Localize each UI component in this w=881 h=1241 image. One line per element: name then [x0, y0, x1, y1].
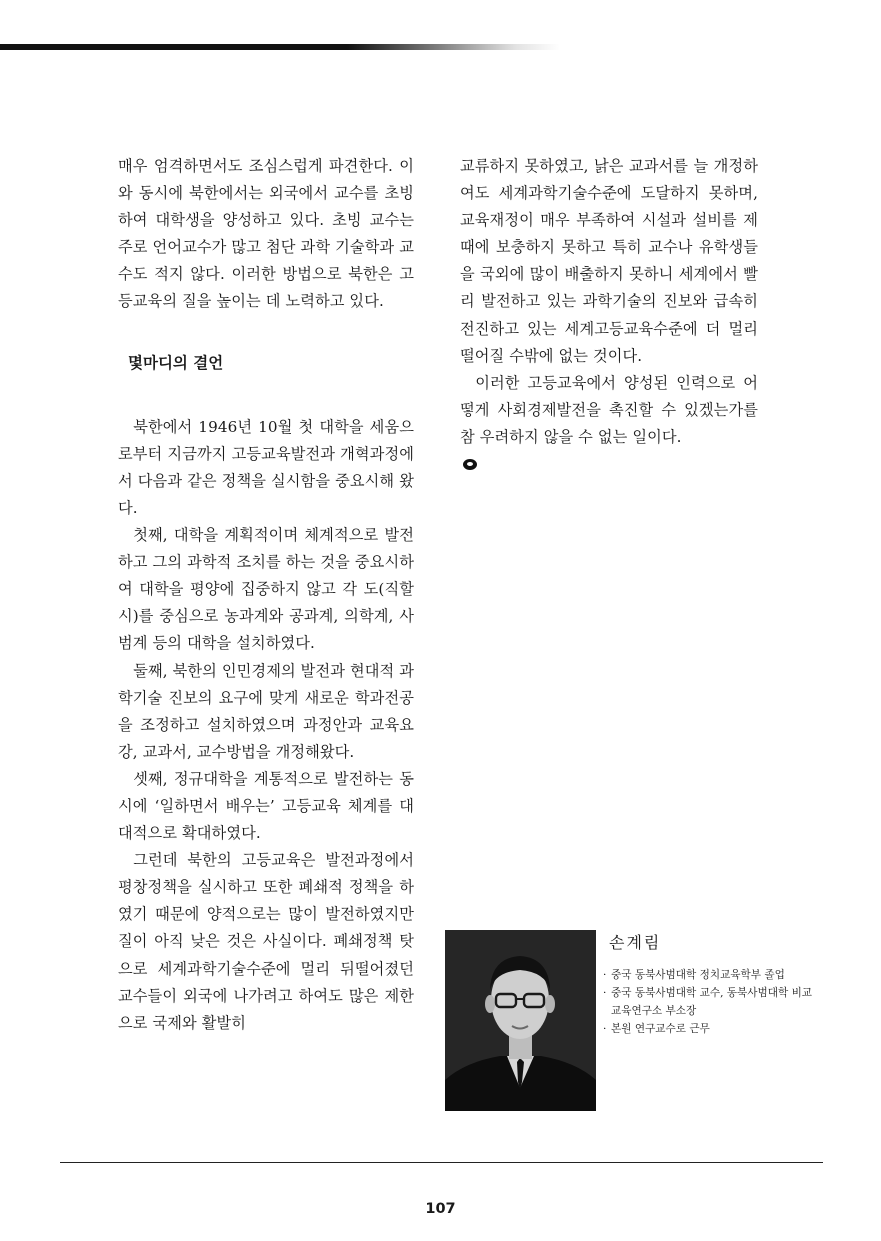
- article-paragraph: 둘째, 북한의 인민경제의 발전과 현대적 과학기술 진보의 요구에 맞게 새로운 학과전공을 조정하고 설치하였으며 과정안과 교육요강, 교과서, 교수방법을 개정해왔다.: [118, 661, 414, 761]
- author-bio-list: [603, 966, 813, 1038]
- author-portrait-icon: [445, 930, 596, 1111]
- article-paragraph: 이러한 고등교육에서 양성된 인력으로 어떻게 사회경제발전을 촉진할 수 있겠는가를 참 우려하지 않을 수 없는 일이다.: [460, 373, 758, 446]
- article-paragraph: 첫째, 대학을 계획적이며 체계적으로 발전하고 그의 과학적 조치를 하는 것을 중요시하여 대학을 평양에 집중하지 않고 각 도(직할시)를 중심으로 농과계와 공과계, 의학계, 사범계 등의 대학을 설치하였다.: [118, 526, 414, 653]
- author-photo: [445, 930, 596, 1111]
- bio-item: · 중국 동북사범대학 교수, 동북사범대학 비교교육연구소 부소장: [603, 984, 813, 1020]
- article-column-left: [118, 153, 414, 1037]
- bio-item: · 본원 연구교수로 근무: [603, 1020, 813, 1038]
- article-paragraph: 북한에서 1946년 10월 첫 대학을 세움으로부터 지금까지 고등교육발전과 개혁과정에서 다음과 같은 정책을 실시함을 중요시해 왔다.: [118, 417, 414, 517]
- author-name: 손계림: [609, 933, 662, 952]
- section-heading: 몇마디의 결언: [128, 353, 224, 372]
- article-paragraph: 그런데 북한의 고등교육은 발전과정에서 평창정책을 실시하고 또한 폐쇄적 정책을 하였기 때문에 양적으로는 많이 발전하였지만 질이 아직 낮은 것은 사실이다. 폐쇄정책 탓으로 세계과학기술수준에 멀리 뒤떨어졌던 교수들이 외국에 나가려고 하여도 많은 제한으로 국제와 활발히: [118, 851, 414, 1032]
- bio-item: · 중국 동북사범대학 정치교육학부 졸업: [603, 966, 813, 984]
- article-paragraph: 매우 엄격하면서도 조심스럽게 파견한다. 이와 동시에 북한에서는 외국에서 교수를 초빙하여 대학생을 양성하고 있다. 초빙 교수는 주로 언어교수가 많고 첨단 과학 기술학과 교수도 적지 않다. 이러한 방법으로 북한은 고등교육의 질을 높이는 데 노력하고 있다.: [118, 157, 414, 311]
- article-paragraph: 셋째, 정규대학을 계통적으로 발전하는 동시에 ‘일하면서 배우는’ 고등교육 체계를 대대적으로 확대하였다.: [118, 769, 414, 843]
- end-of-article-icon: [463, 459, 477, 470]
- header-rule: [0, 44, 560, 50]
- article-column-right: [460, 153, 758, 470]
- page-number: 107: [425, 1201, 456, 1217]
- author-bio: [603, 930, 813, 1038]
- footer-rule: [60, 1162, 823, 1163]
- article-paragraph: 교류하지 못하였고, 낡은 교과서를 늘 개정하여도 세계과학기술수준에 도달하지 못하며, 교육재정이 매우 부족하여 시설과 설비를 제때에 보충하지 못하고 특히 교수나 유학생들을 국외에 많이 배출하지 못하니 세계에서 빨리 발전하고 있는 과학기술의 진보와 급속히 전진하고 있는 세계고등교육수준에 더 멀리 떨어질 수밖에 없는 것이다.: [460, 157, 758, 365]
